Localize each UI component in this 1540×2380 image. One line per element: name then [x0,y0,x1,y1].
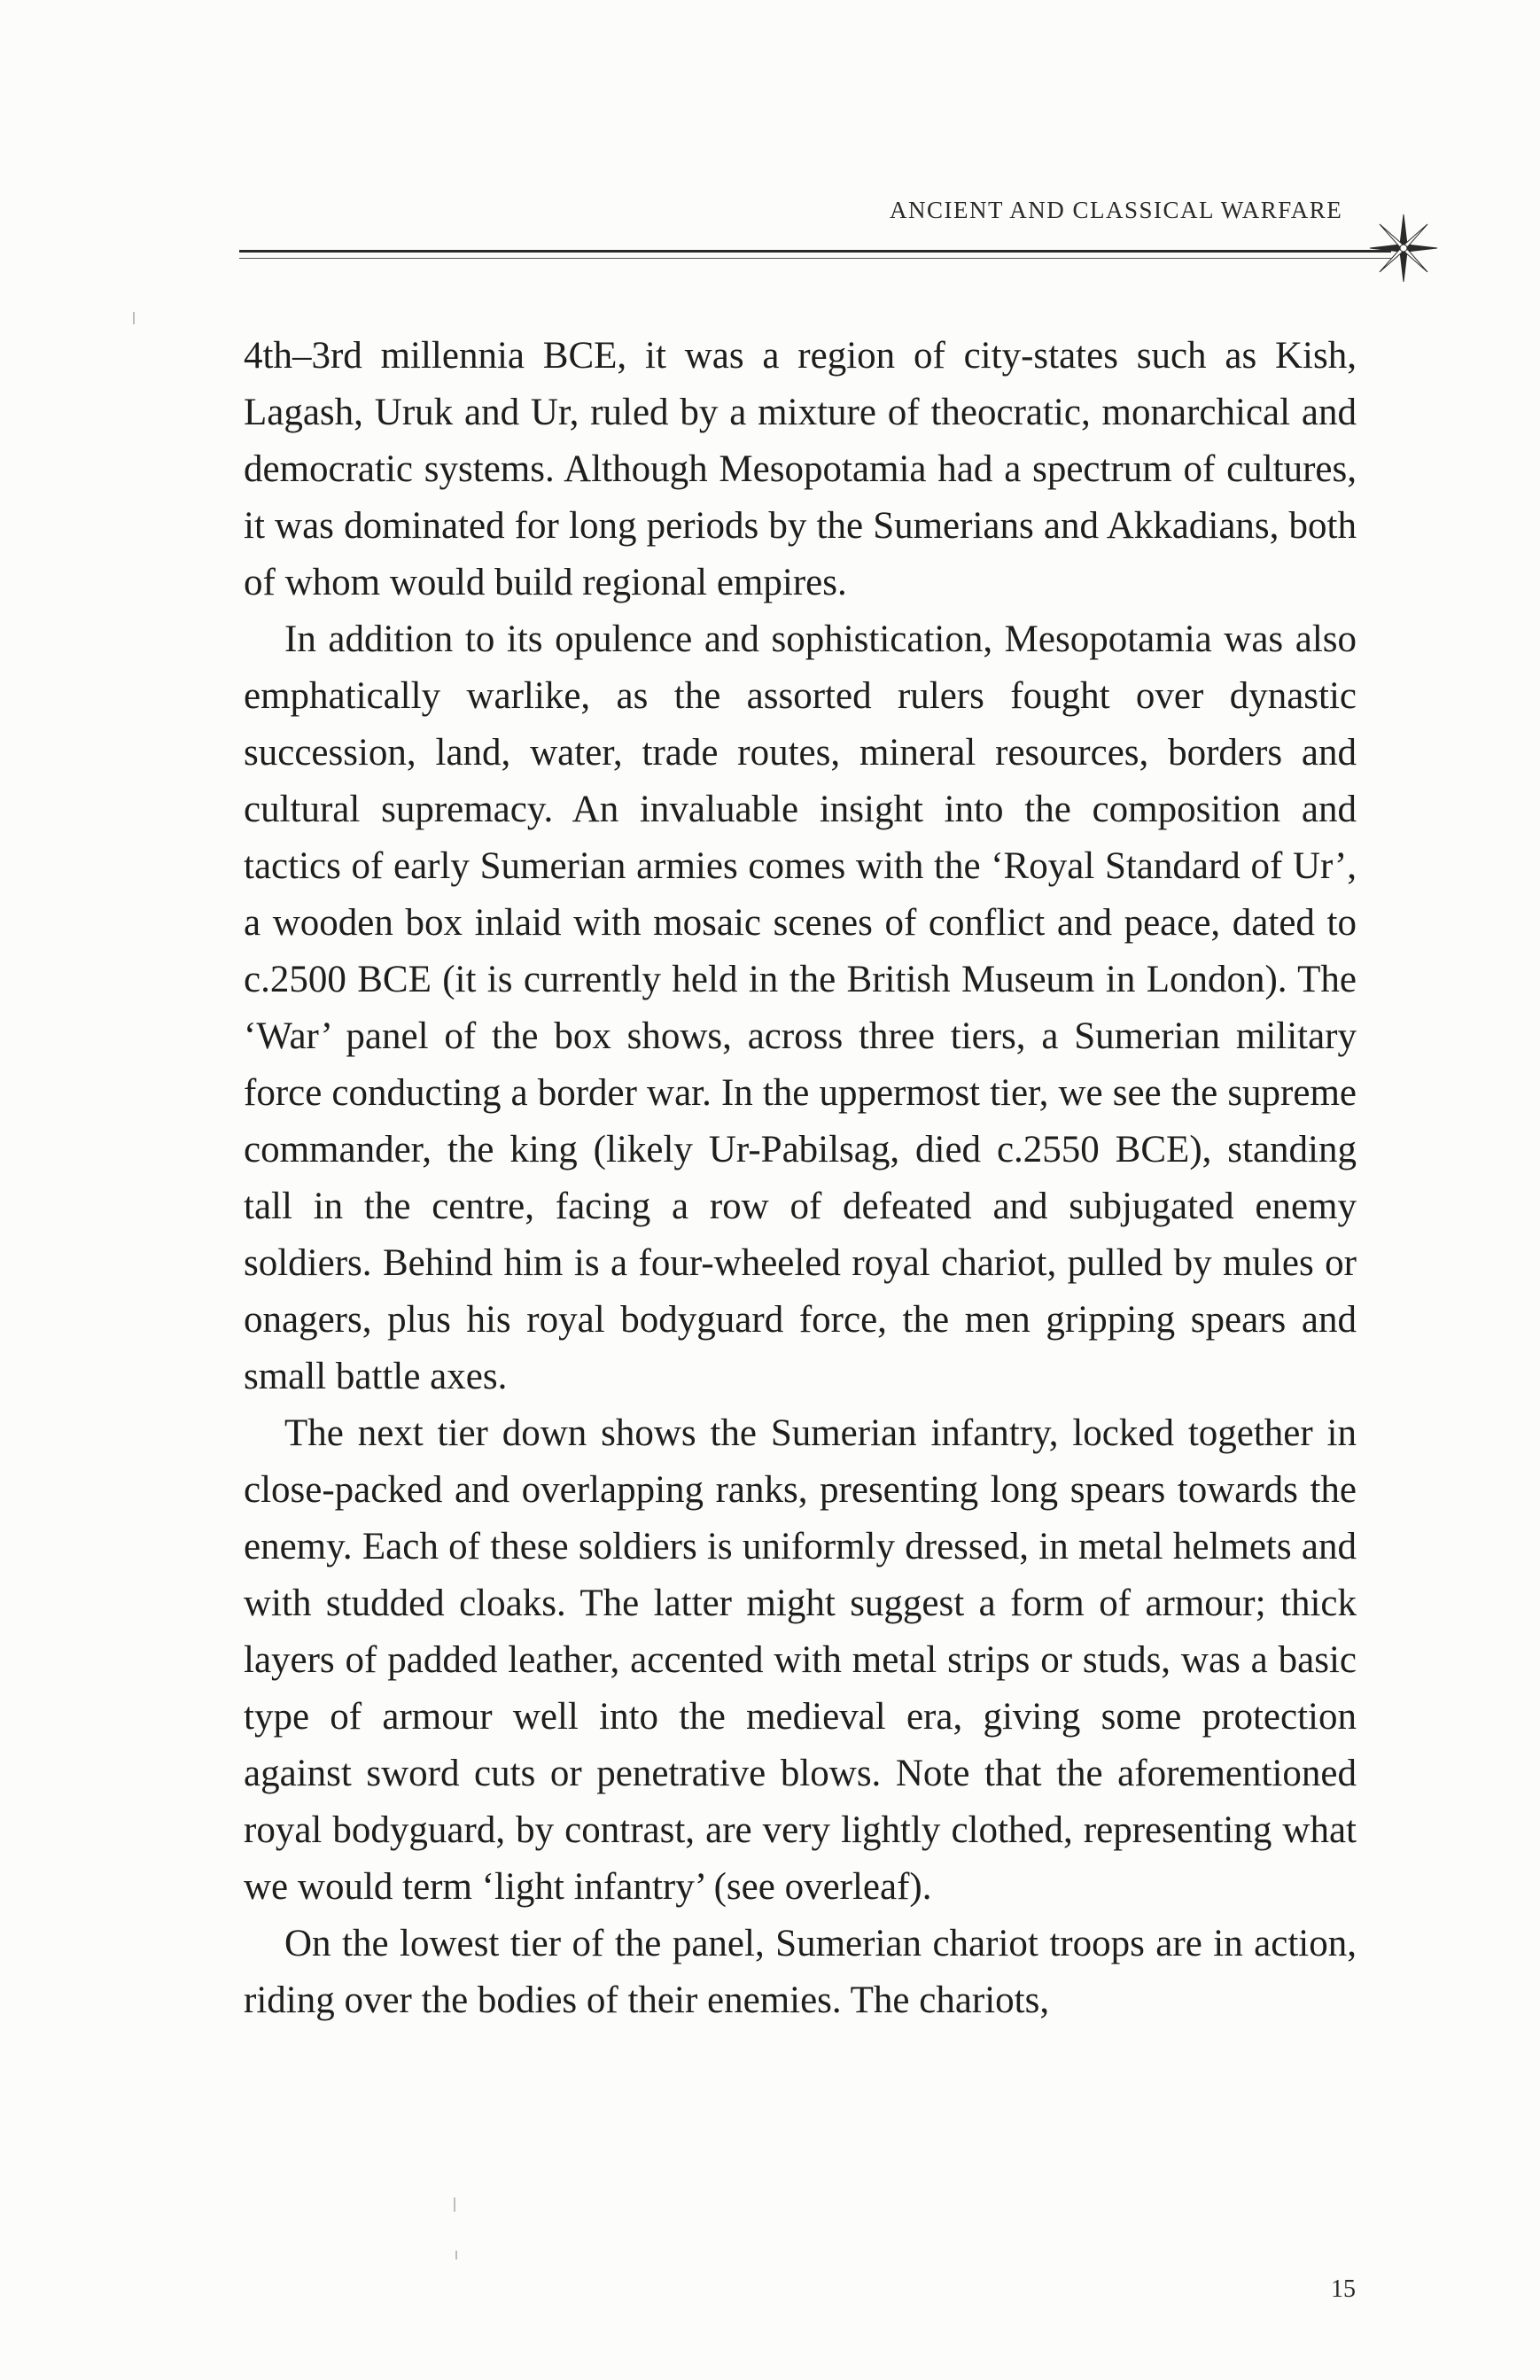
page-number: 15 [1331,2275,1356,2303]
scan-speck [133,312,135,324]
compass-rose-icon [1368,213,1439,284]
body-text [244,328,1357,2029]
scan-speck [454,2197,455,2212]
paragraph-4: On the lowest tier of the panel, Sumerian chariot troops are in action, riding over the bodies of their enemies. The chariots, [244,1923,1357,2021]
paragraph-1: 4th–3rd millennia BCE, it was a region of city-states such as Kish, Lagash, Uruk and Ur, ruled by a mixture of theocratic, monarchical and democratic systems. Although Mesopotamia had a spectrum of cultures, it was dominated for long periods by the Sumerians and Akkadians, both of whom would build regional empires. [244,335,1357,603]
scan-speck [455,2251,457,2259]
header-rule-thin [239,258,1391,259]
running-header: ANCIENT AND CLASSICAL WARFARE [890,197,1343,223]
paragraph-3: The next tier down shows the Sumerian infantry, locked together in close-packed and overlapping ranks, presenting long spears towards the enemy. Each of these soldiers is uniformly dressed, in metal helmets and with studded cloaks. The latter might suggest a form of armour; thick layers of padded leather, accented with metal strips or studs, was a basic type of armour well into the medieval era, giving some protection against sword cuts or penetrative blows. Note that the aforementioned royal bodyguard, by contrast, are very lightly clothed, representing what we would term ‘light infantry’ (see overleaf). [244,1412,1357,1908]
header-rule-thick [239,250,1391,253]
paragraph-2: In addition to its opulence and sophistication, Mesopotamia was also emphatically warlike, as the assorted rulers fought over dynastic succession, land, water, trade routes, mineral resources, borders and cultural supremacy. An invaluable insight into the composition and tactics of early Sumerian armies comes with the ‘Royal Standard of Ur’, a wooden box inlaid with mosaic scenes of conflict and peace, dated to c.2500 BCE (it is currently held in the British Museum in London). The ‘War’ panel of the box shows, across three tiers, a Sumerian military force conducting a border war. In the uppermost tier, we see the supreme commander, the king (likely Ur-Pabilsag, died c.2550 BCE), standing tall in the centre, facing a row of defeated and subjugated enemy soldiers. Behind him is a four-wheeled royal chariot, pulled by mules or onagers, plus his royal bodyguard force, the men gripping spears and small battle axes. [244,618,1357,1397]
